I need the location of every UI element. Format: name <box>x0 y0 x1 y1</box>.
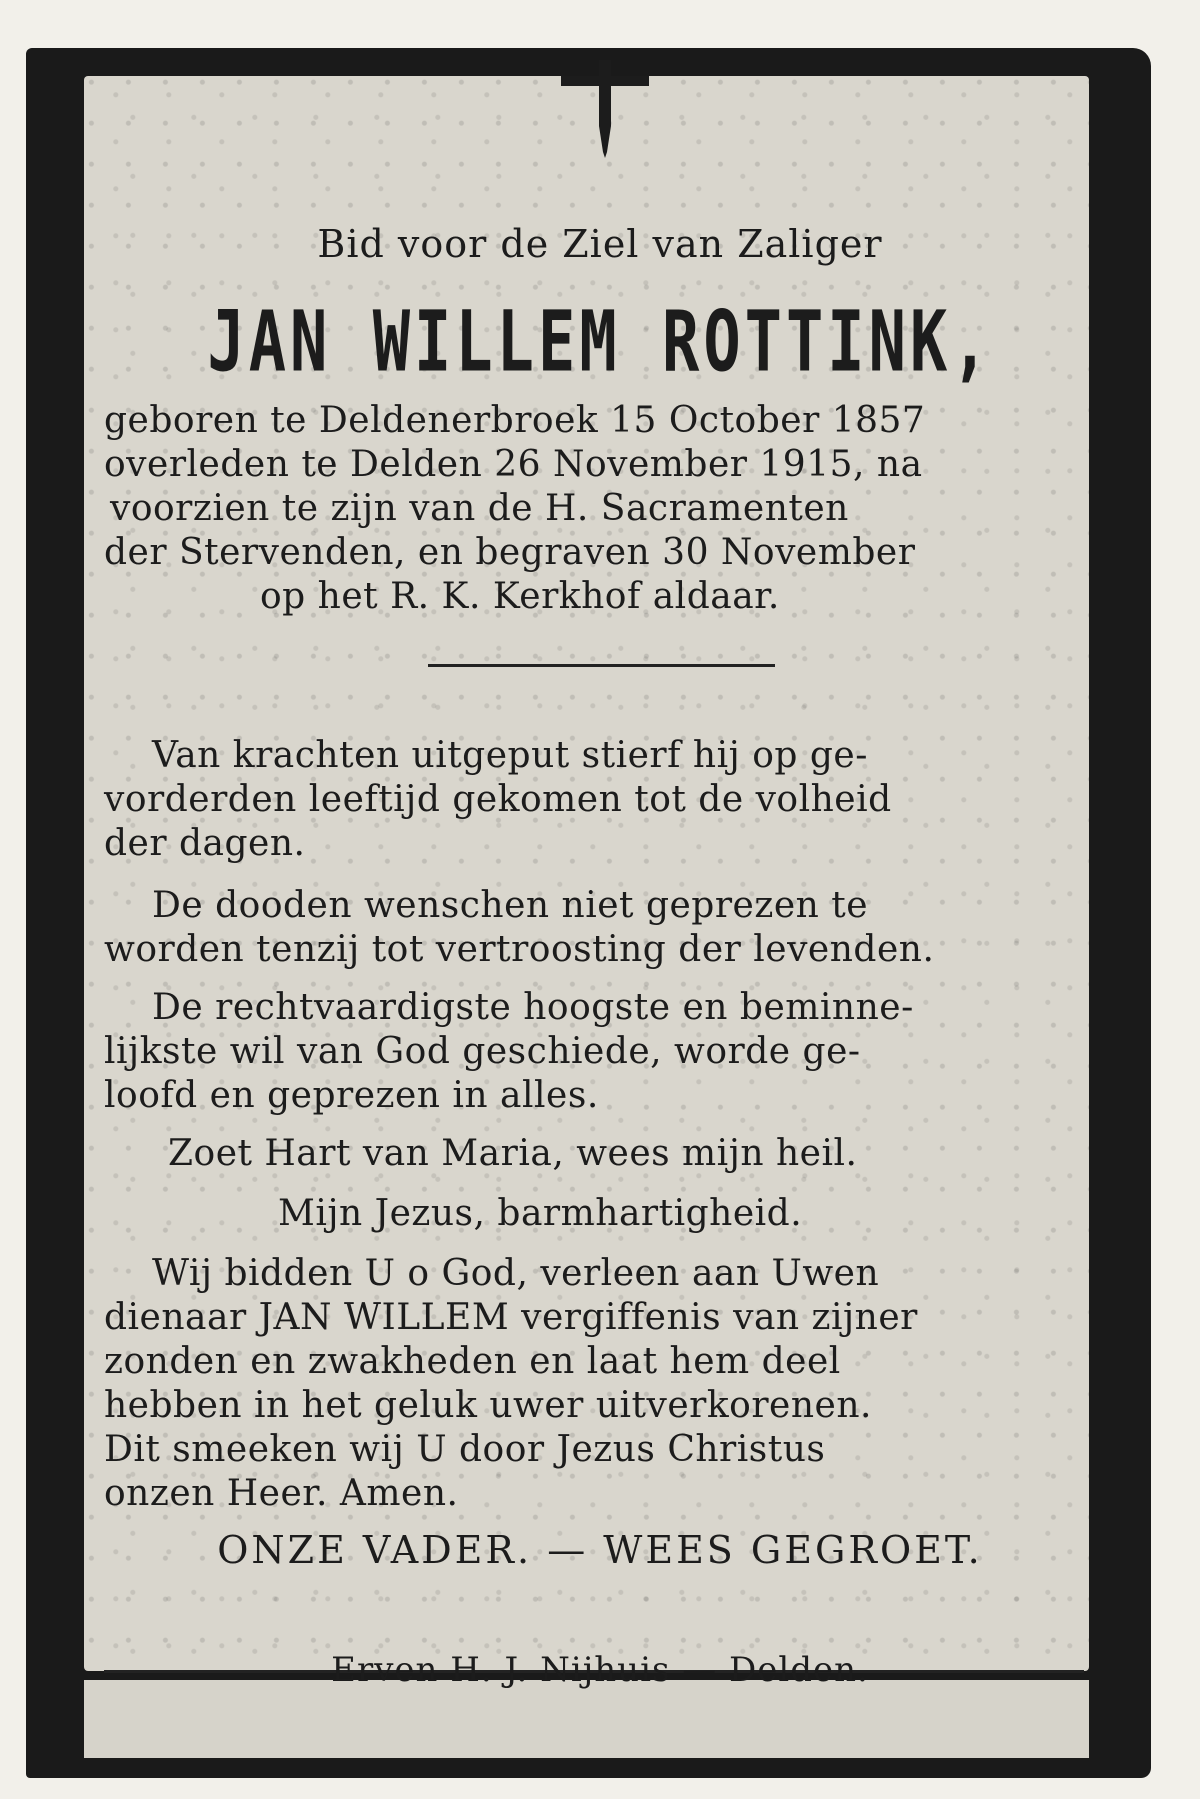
verse-line: loofd en geprezen in alles. <box>104 1075 599 1116</box>
bio-line: voorzien te zijn van de H. Sacramenten <box>110 488 849 529</box>
verse-line: zonden en zwakheden en laat hem deel <box>104 1341 841 1382</box>
verse-line: Zoet Hart van Maria, wees mijn heil. <box>168 1133 858 1174</box>
verse-line: Van krachten uitgeput stierf hij op ge- <box>152 735 868 776</box>
verse-line: der dagen. <box>104 823 306 864</box>
section-divider <box>428 664 775 667</box>
bio-line: der Stervenden, en begraven 30 November <box>104 532 916 573</box>
bio-line: overleden te Delden 26 November 1915, na <box>104 444 923 485</box>
bio-line: geboren te Deldenerbroek 15 October 1857 <box>104 400 926 441</box>
verse-line: worden tenzij tot vertroosting der levenden. <box>104 929 935 970</box>
footer-band <box>84 1680 1089 1758</box>
verse-line: Dit smeeken wij U door Jezus Christus <box>104 1429 826 1470</box>
printer-credit: Erven H. J. Nijhuis — Delden. <box>331 1650 869 1690</box>
verse-line: hebben in het geluk uwer uitverkorenen. <box>104 1385 872 1426</box>
verse-line: Wij bidden U o God, verleen aan Uwen <box>152 1253 880 1294</box>
deceased-name: JAN WILLEM ROTTINK, <box>207 292 993 391</box>
verse-line: vorderden leeftijd gekomen tot de volheid <box>104 779 892 820</box>
cross-icon <box>555 52 655 162</box>
verse-line: onzen Heer. Amen. <box>104 1473 459 1514</box>
verse-line: De rechtvaardigste hoogste en beminne- <box>152 987 914 1028</box>
verse-line: lijkste wil van God geschiede, worde ge- <box>104 1031 861 1072</box>
card-header: Bid voor de Ziel van Zaliger <box>317 222 883 266</box>
verse-line: Mijn Jezus, barmhartigheid. <box>278 1193 803 1234</box>
verse-line: dienaar JAN WILLEM vergiffenis van zijner <box>104 1297 918 1338</box>
bio-line: op het R. K. Kerkhof aldaar. <box>260 576 780 617</box>
closing-prayers: ONZE VADER. — WEES GEGROET. <box>217 1528 983 1572</box>
verse-line: De dooden wenschen niet geprezen te <box>152 885 869 926</box>
